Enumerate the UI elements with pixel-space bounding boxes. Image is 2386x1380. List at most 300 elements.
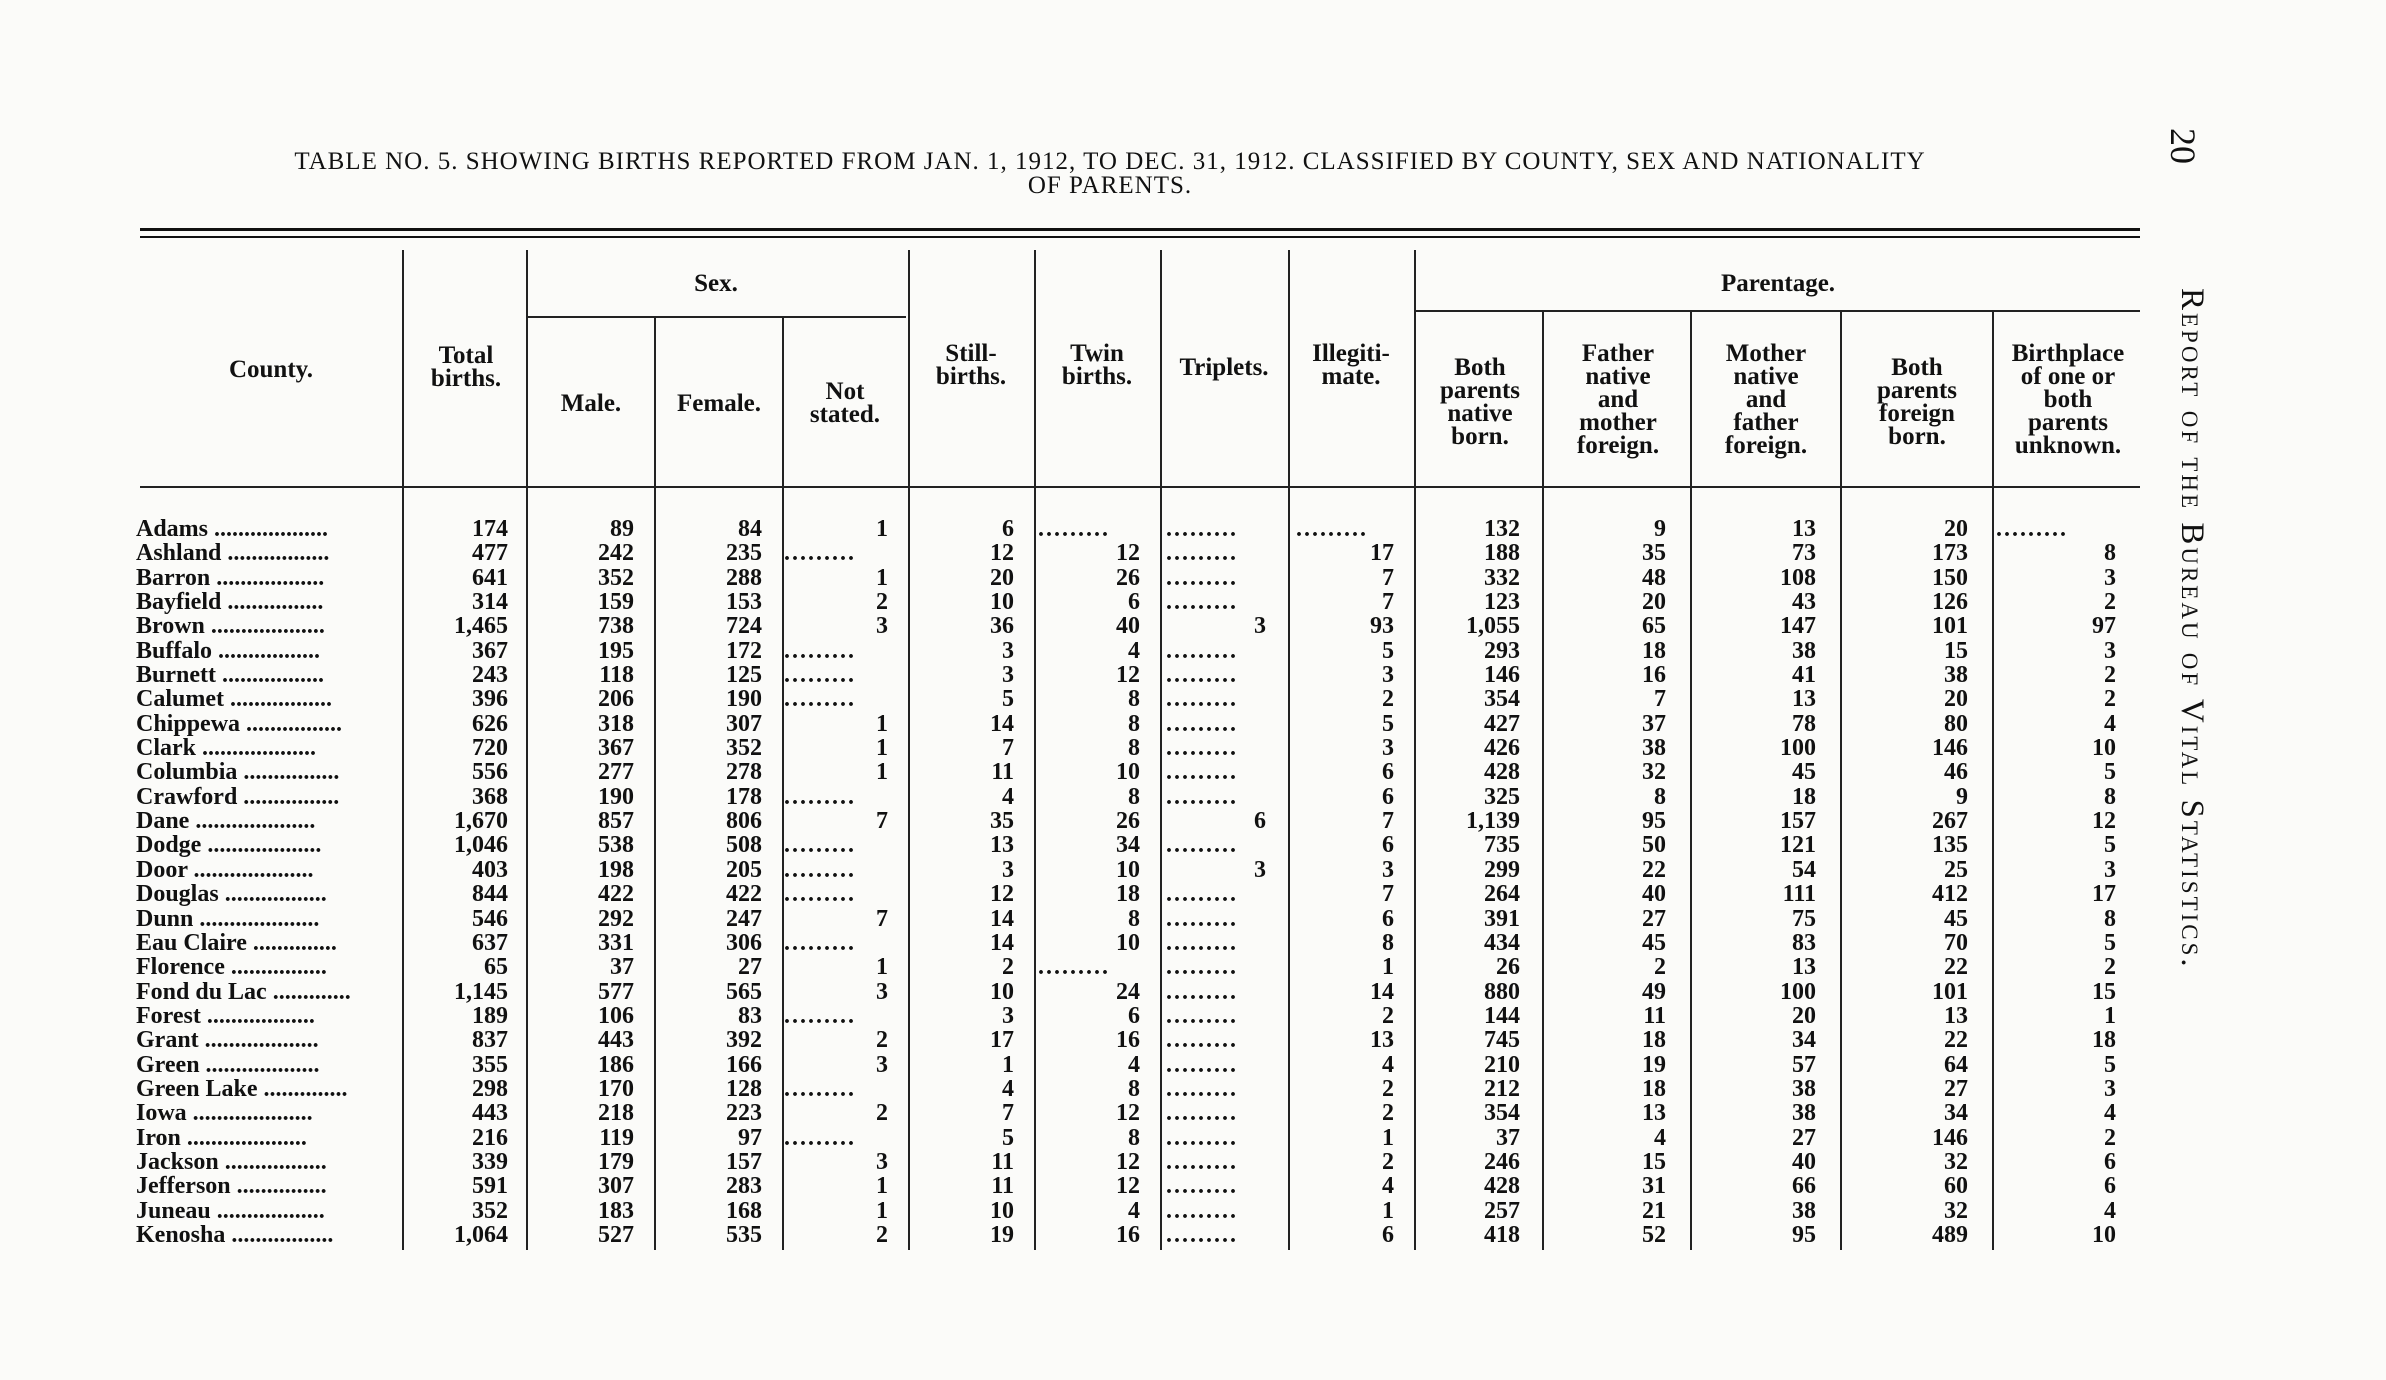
cell-male: 198 xyxy=(598,856,634,883)
header-birthplace-unknown xyxy=(1994,342,2142,457)
cell-not-stated: 2 xyxy=(876,1100,888,1127)
cell-unknown: 3 xyxy=(2104,564,2116,591)
cell-illeg: 6 xyxy=(1382,759,1394,786)
blank-cell: ......... xyxy=(1166,929,1238,956)
table-row xyxy=(136,1003,2136,1027)
cell-male: 118 xyxy=(599,662,634,689)
cell-mother-native: 38 xyxy=(1792,1075,1816,1102)
cell-twin: 4 xyxy=(1128,1051,1140,1078)
county-name: Columbia ................ xyxy=(136,759,340,786)
cell-twin: 4 xyxy=(1128,1197,1140,1224)
blank-cell: ......... xyxy=(784,1075,856,1102)
cell-female: 278 xyxy=(726,759,762,786)
cell-still: 4 xyxy=(1002,783,1014,810)
cell-illeg: 14 xyxy=(1370,978,1394,1005)
cell-twin: 12 xyxy=(1116,1100,1140,1127)
cell-father-native: 32 xyxy=(1642,759,1666,786)
cell-unknown: 4 xyxy=(2104,1197,2116,1224)
cell-father-native: 95 xyxy=(1642,808,1666,835)
header-line: Illegiti- xyxy=(1312,340,1390,367)
cell-total: 65 xyxy=(484,954,508,981)
cell-mother-native: 66 xyxy=(1792,1173,1816,1200)
cell-not-stated: 1 xyxy=(876,759,888,786)
table-row xyxy=(136,1149,2136,1173)
cell-male: 538 xyxy=(598,832,634,859)
cell-unknown: 6 xyxy=(2104,1148,2116,1175)
header-line: mother xyxy=(1579,409,1657,436)
blank-cell: ......... xyxy=(1166,710,1238,737)
cell-illeg: 7 xyxy=(1382,808,1394,835)
cell-both-foreign: 412 xyxy=(1932,881,1968,908)
cell-still: 12 xyxy=(990,540,1014,567)
cell-mother-native: 43 xyxy=(1792,589,1816,616)
blank-cell: ......... xyxy=(784,1124,856,1151)
cell-father-native: 2 xyxy=(1654,954,1666,981)
cell-male: 190 xyxy=(598,783,634,810)
cell-still: 5 xyxy=(1002,686,1014,713)
blank-cell: ......... xyxy=(1166,1173,1238,1200)
blank-cell: ......... xyxy=(1038,516,1110,542)
blank-cell: ......... xyxy=(1166,540,1238,567)
blank-cell: ......... xyxy=(1166,1148,1238,1175)
cell-both-foreign: 22 xyxy=(1944,954,1968,981)
cell-still: 6 xyxy=(1002,516,1014,542)
cell-not-stated: 3 xyxy=(876,978,888,1005)
cell-not-stated: 2 xyxy=(876,589,888,616)
header-illegitimate xyxy=(1288,342,1414,388)
cell-not-stated: 1 xyxy=(876,516,888,542)
county-name: Eau Claire .............. xyxy=(136,929,337,956)
cell-both-native: 1,055 xyxy=(1466,613,1520,640)
cell-mother-native: 38 xyxy=(1792,1100,1816,1127)
cell-total: 626 xyxy=(472,710,508,737)
cell-not-stated: 3 xyxy=(876,1148,888,1175)
county-name: Douglas ................. xyxy=(136,881,327,908)
cell-both-native: 26 xyxy=(1496,954,1520,981)
cell-father-native: 65 xyxy=(1642,613,1666,640)
cell-mother-native: 111 xyxy=(1782,881,1816,908)
cell-both-native: 735 xyxy=(1484,832,1520,859)
cell-mother-native: 38 xyxy=(1792,1197,1816,1224)
blank-cell: ......... xyxy=(1038,954,1110,981)
cell-father-native: 4 xyxy=(1654,1124,1666,1151)
cell-total: 1,145 xyxy=(454,978,508,1005)
cell-still: 14 xyxy=(990,710,1014,737)
cell-male: 37 xyxy=(610,954,634,981)
cell-unknown: 18 xyxy=(2092,1027,2116,1054)
cell-total: 1,670 xyxy=(454,808,508,835)
cell-unknown: 5 xyxy=(2104,929,2116,956)
cell-still: 10 xyxy=(990,1197,1014,1224)
cell-unknown: 8 xyxy=(2104,540,2116,567)
header-female: Female. xyxy=(677,390,761,417)
cell-female: 352 xyxy=(726,735,762,762)
cell-both-native: 426 xyxy=(1484,735,1520,762)
blank-cell: ......... xyxy=(1166,564,1238,591)
cell-not-stated: 1 xyxy=(876,954,888,981)
cell-both-native: 745 xyxy=(1484,1027,1520,1054)
cell-mother-native: 121 xyxy=(1780,832,1816,859)
cell-father-native: 45 xyxy=(1642,929,1666,956)
cell-father-native: 49 xyxy=(1642,978,1666,1005)
cell-both-native: 293 xyxy=(1484,637,1520,664)
parentage-group-rule xyxy=(1416,310,2140,312)
cell-mother-native: 34 xyxy=(1792,1027,1816,1054)
cell-total: 1,064 xyxy=(454,1221,508,1248)
cell-both-native: 391 xyxy=(1484,905,1520,932)
county-name: Bayfield ................ xyxy=(136,589,324,616)
cell-father-native: 52 xyxy=(1642,1221,1666,1248)
header-line: Both xyxy=(1454,354,1506,381)
cell-not-stated: 7 xyxy=(876,905,888,932)
header-line: native xyxy=(1733,363,1799,390)
cell-total: 443 xyxy=(472,1100,508,1127)
header-male: Male. xyxy=(560,390,622,417)
cell-still: 14 xyxy=(990,905,1014,932)
cell-father-native: 31 xyxy=(1642,1173,1666,1200)
cell-total: 298 xyxy=(472,1075,508,1102)
cell-total: 591 xyxy=(472,1173,508,1200)
header-triplets: Triplets. xyxy=(1179,354,1269,381)
blank-cell: ......... xyxy=(1166,637,1238,664)
county-name: Forest .................. xyxy=(136,1002,315,1029)
cell-mother-native: 18 xyxy=(1792,783,1816,810)
cell-twin: 12 xyxy=(1116,662,1140,689)
cell-unknown: 2 xyxy=(2104,686,2116,713)
cell-mother-native: 45 xyxy=(1792,759,1816,786)
blank-cell: ......... xyxy=(1166,759,1238,786)
blank-cell: ......... xyxy=(1166,686,1238,713)
header-line: Father xyxy=(1581,340,1655,367)
cell-female: 223 xyxy=(726,1100,762,1127)
cell-illeg: 2 xyxy=(1382,1148,1394,1175)
cell-illeg: 6 xyxy=(1382,905,1394,932)
cell-mother-native: 83 xyxy=(1792,929,1816,956)
header-line: parents xyxy=(1439,377,1521,404)
cell-both-native: 354 xyxy=(1484,1100,1520,1127)
header-both-foreign xyxy=(1842,356,1992,448)
cell-female: 153 xyxy=(726,589,762,616)
header-line: parents xyxy=(1876,377,1958,404)
table-row xyxy=(136,808,2136,835)
cell-father-native: 35 xyxy=(1642,540,1666,567)
cell-total: 339 xyxy=(472,1148,508,1175)
cell-unknown: 2 xyxy=(2104,954,2116,981)
running-title: Report of the Bureau of Vital Statistics. xyxy=(2174,288,2210,970)
cell-female: 806 xyxy=(726,808,762,835)
header-line: births. xyxy=(1061,363,1133,390)
cell-still: 20 xyxy=(990,564,1014,591)
blank-cell: ......... xyxy=(1166,1027,1238,1054)
cell-twin: 26 xyxy=(1116,564,1140,591)
cell-unknown: 8 xyxy=(2104,783,2116,810)
table-title xyxy=(140,150,2080,198)
cell-still: 11 xyxy=(991,1173,1014,1200)
cell-twin: 8 xyxy=(1128,1124,1140,1151)
cell-mother-native: 108 xyxy=(1780,564,1816,591)
cell-both-foreign: 126 xyxy=(1932,589,1968,616)
cell-twin: 10 xyxy=(1116,856,1140,883)
cell-total: 546 xyxy=(472,905,508,932)
cell-male: 179 xyxy=(598,1148,634,1175)
cell-total: 1,465 xyxy=(454,613,508,640)
header-line: foreign xyxy=(1879,400,1955,427)
blank-cell: ......... xyxy=(784,1002,856,1029)
cell-male: 318 xyxy=(598,710,634,737)
cell-not-stated: 3 xyxy=(876,1051,888,1078)
cell-father-native: 15 xyxy=(1642,1148,1666,1175)
cell-not-stated: 2 xyxy=(876,1221,888,1248)
cell-total: 837 xyxy=(472,1027,508,1054)
cell-father-native: 9 xyxy=(1654,516,1666,542)
county-name: Kenosha ................. xyxy=(136,1221,334,1248)
table-row xyxy=(136,1100,2136,1127)
header-not-stated xyxy=(782,380,908,426)
header-line: births. xyxy=(935,363,1007,390)
cell-both-native: 354 xyxy=(1484,686,1520,713)
cell-illeg: 2 xyxy=(1382,1075,1394,1102)
header-line: and xyxy=(1597,386,1639,413)
cell-father-native: 16 xyxy=(1642,662,1666,689)
cell-mother-native: 100 xyxy=(1780,978,1816,1005)
cell-male: 367 xyxy=(598,735,634,762)
cell-illeg: 6 xyxy=(1382,1221,1394,1248)
county-name: Calumet ................. xyxy=(136,686,332,713)
cell-illeg: 7 xyxy=(1382,881,1394,908)
header-line: native xyxy=(1585,363,1651,390)
cell-male: 331 xyxy=(598,929,634,956)
cell-total: 641 xyxy=(472,564,508,591)
cell-total: 844 xyxy=(472,881,508,908)
cell-unknown: 4 xyxy=(2104,710,2116,737)
cell-both-native: 299 xyxy=(1484,856,1520,883)
cell-both-foreign: 46 xyxy=(1944,759,1968,786)
cell-both-foreign: 45 xyxy=(1944,905,1968,932)
cell-not-stated: 1 xyxy=(876,710,888,737)
blank-cell: ......... xyxy=(784,686,856,713)
table-row xyxy=(136,613,2136,640)
table-row xyxy=(136,1027,2136,1054)
cell-twin: 8 xyxy=(1128,1075,1140,1102)
cell-still: 36 xyxy=(990,613,1014,640)
cell-total: 367 xyxy=(472,637,508,664)
cell-father-native: 8 xyxy=(1654,783,1666,810)
table-row xyxy=(136,881,2136,908)
blank-cell: ......... xyxy=(1166,662,1238,689)
cell-triplets: 3 xyxy=(1254,613,1266,640)
header-line: foreign. xyxy=(1724,432,1808,459)
header-line: births. xyxy=(430,365,502,392)
blank-cell: ......... xyxy=(1166,1051,1238,1078)
cell-twin: 16 xyxy=(1116,1221,1140,1248)
cell-both-foreign: 13 xyxy=(1944,1002,1968,1029)
cell-total: 368 xyxy=(472,783,508,810)
cell-both-foreign: 489 xyxy=(1932,1221,1968,1248)
cell-still: 17 xyxy=(990,1027,1014,1054)
cell-total: 355 xyxy=(472,1051,508,1078)
blank-cell: ......... xyxy=(1166,1197,1238,1224)
county-name: Green ................... xyxy=(136,1051,320,1078)
cell-total: 1,046 xyxy=(454,832,508,859)
blank-cell: ......... xyxy=(1166,1002,1238,1029)
cell-both-native: 210 xyxy=(1484,1051,1520,1078)
cell-illeg: 3 xyxy=(1382,856,1394,883)
cell-illeg: 17 xyxy=(1370,540,1394,567)
blank-cell: ......... xyxy=(784,783,856,810)
cell-father-native: 20 xyxy=(1642,589,1666,616)
cell-both-native: 257 xyxy=(1484,1197,1520,1224)
cell-both-native: 264 xyxy=(1484,881,1520,908)
cell-not-stated: 1 xyxy=(876,564,888,591)
county-name: Clark ................... xyxy=(136,735,316,762)
cell-twin: 34 xyxy=(1116,832,1140,859)
cell-mother-native: 75 xyxy=(1792,905,1816,932)
table-row xyxy=(136,857,2136,881)
blank-cell: ......... xyxy=(1166,1221,1238,1248)
cell-father-native: 18 xyxy=(1642,637,1666,664)
table-row xyxy=(136,784,2136,808)
blank-cell: ......... xyxy=(784,832,856,859)
table-row xyxy=(136,1173,2136,1200)
cell-still: 3 xyxy=(1002,856,1014,883)
blank-cell: ......... xyxy=(784,929,856,956)
header-line: Both xyxy=(1891,354,1943,381)
cell-illeg: 2 xyxy=(1382,1002,1394,1029)
cell-male: 195 xyxy=(598,637,634,664)
cell-illeg: 2 xyxy=(1382,686,1394,713)
blank-cell: ......... xyxy=(1166,1075,1238,1102)
cell-both-foreign: 15 xyxy=(1944,637,1968,664)
cell-not-stated: 3 xyxy=(876,613,888,640)
blank-cell: ......... xyxy=(1996,516,2068,542)
cell-still: 19 xyxy=(990,1221,1014,1248)
cell-female: 306 xyxy=(726,929,762,956)
cell-twin: 8 xyxy=(1128,710,1140,737)
cell-male: 89 xyxy=(610,516,634,542)
cell-father-native: 50 xyxy=(1642,832,1666,859)
blank-cell: ......... xyxy=(1166,589,1238,616)
table-row xyxy=(136,832,2136,859)
cell-not-stated: 1 xyxy=(876,735,888,762)
cell-both-foreign: 135 xyxy=(1932,832,1968,859)
header-line: born. xyxy=(1888,423,1946,450)
header-line: parents xyxy=(2027,409,2109,436)
cell-female: 178 xyxy=(726,783,762,810)
cell-total: 637 xyxy=(472,929,508,956)
header-line: born. xyxy=(1451,423,1509,450)
header-line: stated. xyxy=(809,401,881,428)
cell-father-native: 13 xyxy=(1642,1100,1666,1127)
cell-male: 307 xyxy=(598,1173,634,1200)
table-row xyxy=(136,930,2136,954)
cell-male: 170 xyxy=(598,1075,634,1102)
cell-illeg: 6 xyxy=(1382,832,1394,859)
cell-unknown: 10 xyxy=(2092,1221,2116,1248)
cell-twin: 8 xyxy=(1128,905,1140,932)
blank-cell: ......... xyxy=(784,637,856,664)
cell-female: 392 xyxy=(726,1027,762,1054)
cell-mother-native: 73 xyxy=(1792,540,1816,567)
county-name: Buffalo ................. xyxy=(136,637,321,664)
cell-illeg: 4 xyxy=(1382,1051,1394,1078)
sex-group-rule xyxy=(526,316,906,318)
cell-female: 235 xyxy=(726,540,762,567)
cell-both-foreign: 32 xyxy=(1944,1197,1968,1224)
cell-triplets: 6 xyxy=(1254,808,1266,835)
cell-twin: 6 xyxy=(1128,589,1140,616)
cell-female: 205 xyxy=(726,856,762,883)
blank-cell: ......... xyxy=(1166,832,1238,859)
cell-female: 27 xyxy=(738,954,762,981)
cell-still: 7 xyxy=(1002,735,1014,762)
cell-mother-native: 100 xyxy=(1780,735,1816,762)
cell-male: 292 xyxy=(598,905,634,932)
cell-still: 2 xyxy=(1002,954,1014,981)
cell-both-foreign: 146 xyxy=(1932,1124,1968,1151)
cell-female: 166 xyxy=(726,1051,762,1078)
county-name: Green Lake .............. xyxy=(136,1075,348,1102)
cell-still: 3 xyxy=(1002,637,1014,664)
cell-illeg: 1 xyxy=(1382,1124,1394,1151)
header-parentage: Parentage. xyxy=(1720,270,1836,297)
cell-female: 283 xyxy=(726,1173,762,1200)
cell-still: 10 xyxy=(990,589,1014,616)
cell-mother-native: 78 xyxy=(1792,710,1816,737)
cell-twin: 12 xyxy=(1116,540,1140,567)
county-name: Door .................... xyxy=(136,856,314,883)
cell-total: 352 xyxy=(472,1197,508,1224)
cell-still: 3 xyxy=(1002,1002,1014,1029)
cell-not-stated: 1 xyxy=(876,1197,888,1224)
table-row xyxy=(136,1125,2136,1149)
cell-male: 218 xyxy=(598,1100,634,1127)
cell-unknown: 10 xyxy=(2092,735,2116,762)
cell-both-native: 246 xyxy=(1484,1148,1520,1175)
cell-still: 12 xyxy=(990,881,1014,908)
county-name: Chippewa ................ xyxy=(136,710,343,737)
county-name: Florence ................ xyxy=(136,954,327,981)
cell-illeg: 2 xyxy=(1382,1100,1394,1127)
cell-both-foreign: 38 xyxy=(1944,662,1968,689)
blank-cell: ......... xyxy=(1166,735,1238,762)
blank-cell: ......... xyxy=(784,881,856,908)
cell-total: 216 xyxy=(472,1124,508,1151)
cell-both-native: 146 xyxy=(1484,662,1520,689)
cell-both-foreign: 146 xyxy=(1932,735,1968,762)
cell-both-foreign: 267 xyxy=(1932,808,1968,835)
cell-illeg: 7 xyxy=(1382,589,1394,616)
cell-mother-native: 38 xyxy=(1792,637,1816,664)
header-twin-births xyxy=(1034,342,1160,388)
cell-both-foreign: 34 xyxy=(1944,1100,1968,1127)
cell-unknown: 15 xyxy=(2092,978,2116,1005)
cell-unknown: 2 xyxy=(2104,589,2116,616)
cell-female: 128 xyxy=(726,1075,762,1102)
cell-twin: 8 xyxy=(1128,783,1140,810)
table-row xyxy=(136,686,2136,713)
cell-illeg: 7 xyxy=(1382,564,1394,591)
header-line: Birthplace xyxy=(2011,340,2125,367)
cell-both-native: 427 xyxy=(1484,710,1520,737)
blank-cell: ......... xyxy=(784,662,856,689)
cell-total: 403 xyxy=(472,856,508,883)
county-name: Jackson ................. xyxy=(136,1148,327,1175)
cell-still: 35 xyxy=(990,808,1014,835)
cell-male: 527 xyxy=(598,1221,634,1248)
blank-cell: ......... xyxy=(1166,516,1238,542)
cell-total: 243 xyxy=(472,662,508,689)
cell-father-native: 19 xyxy=(1642,1051,1666,1078)
